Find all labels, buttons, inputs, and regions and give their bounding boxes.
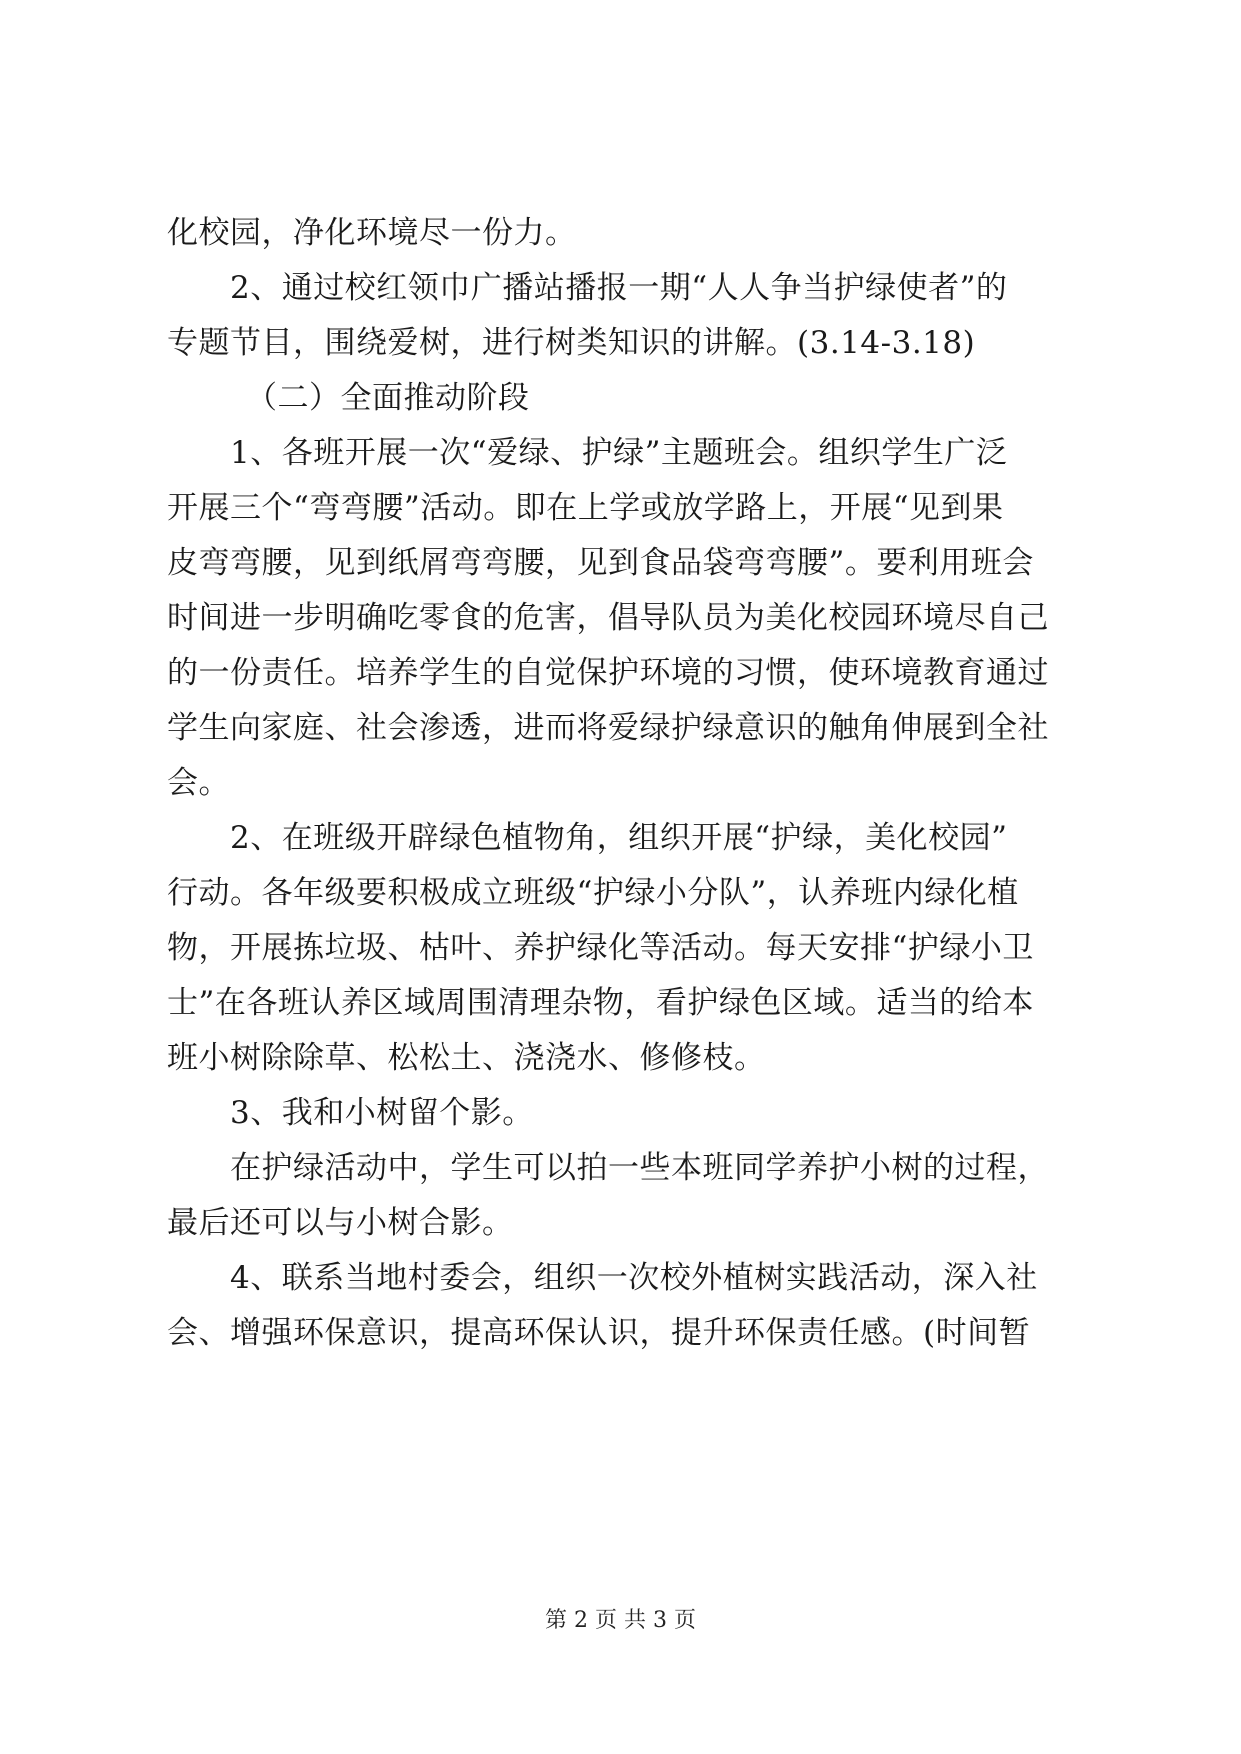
text-line-15: 士”在各班认养区域周围清理杂物，看护绿色区域。适当的给本 — [167, 985, 1034, 1021]
section-heading: （二）全面推动阶段 — [246, 380, 530, 416]
text-line-11: 会。 — [167, 765, 230, 801]
text-line-8: 时间进一步明确吃零食的危害，倡导队员为美化校园环境尽自己 — [167, 600, 1049, 636]
text-line-19: 最后还可以与小树合影。 — [167, 1205, 514, 1241]
text-line-9: 的一份责任。培养学生的自觉保护环境的习惯，使环境教育通过 — [167, 655, 1049, 691]
text-line-6: 开展三个“弯弯腰”活动。即在上学或放学路上，开展“见到果 — [167, 490, 1004, 526]
text-line-12: 2、在班级开辟绿色植物角，组织开展“护绿，美化校园” — [230, 820, 1008, 856]
text-line-16: 班小树除除草、松松土、浇浇水、修修枝。 — [167, 1040, 766, 1076]
text-line-14: 物，开展拣垃圾、枯叶、养护绿化等活动。每天安排“护绿小卫 — [167, 930, 1034, 966]
text-line-1: 化校园，净化环境尽一份力。 — [167, 215, 577, 251]
text-line-20: 4、联系当地村委会，组织一次校外植树实践活动，深入社 — [230, 1260, 1038, 1296]
text-line-7: 皮弯弯腰，见到纸屑弯弯腰，见到食品袋弯弯腰”。要利用班会 — [167, 545, 1034, 581]
page-footer: 第 2 页 共 3 页 — [545, 1608, 696, 1633]
text-line-5: 1、各班开展一次“爱绿、护绿”主题班会。组织学生广泛 — [230, 435, 1008, 471]
text-line-18: 在护绿活动中，学生可以拍一些本班同学养护小树的过程， — [230, 1150, 1049, 1186]
text-line-21: 会、增强环保意识，提高环保认识，提升环保责任感。(时间暂 — [167, 1315, 1031, 1351]
text-line-13: 行动。各年级要积极成立班级“护绿小分队”，认养班内绿化植 — [167, 875, 1019, 911]
text-line-17: 3、我和小树留个影。 — [230, 1095, 534, 1131]
text-line-2: 2、通过校红领巾广播站播报一期“人人争当护绿使者”的 — [230, 270, 1008, 306]
text-line-3: 专题节目，围绕爱树，进行树类知识的讲解。(3.14-3.18) — [167, 325, 976, 361]
text-line-10: 学生向家庭、社会渗透，进而将爱绿护绿意识的触角伸展到全社 — [167, 710, 1049, 746]
